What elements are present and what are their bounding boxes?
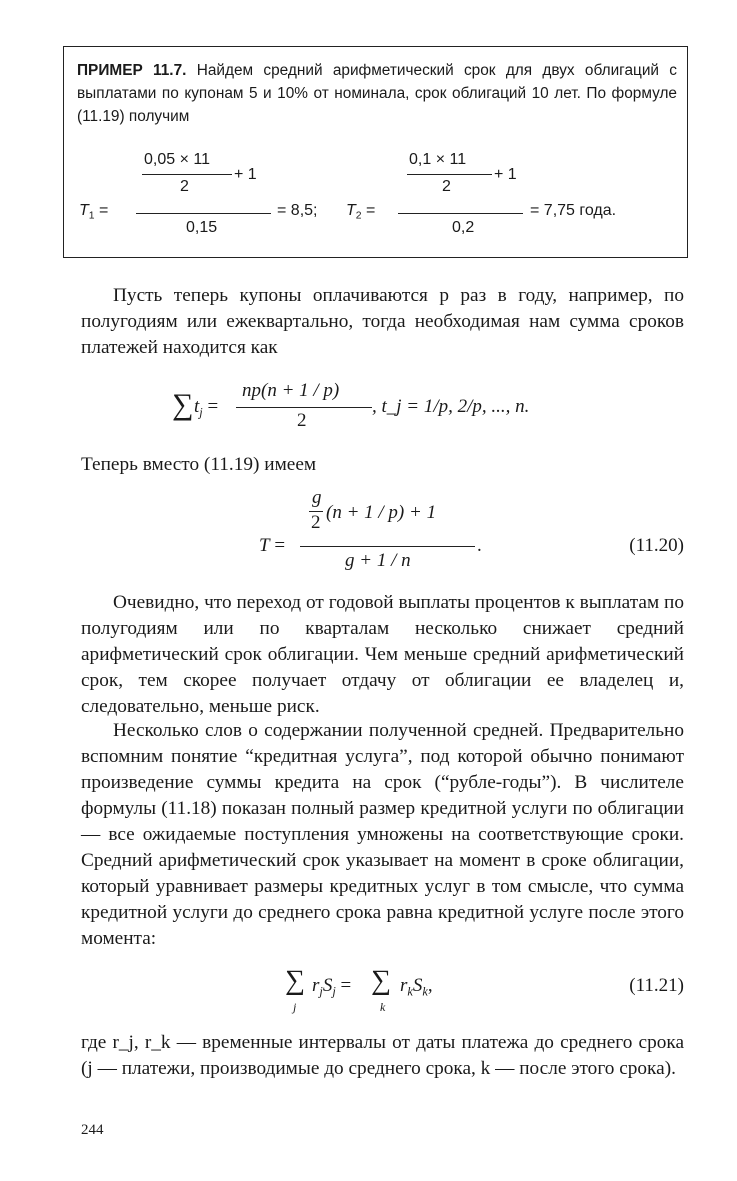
example-box: ПРИМЕР 11.7. Найдем средний арифметический срок для двух облигаций с выплатами по купонам 5 и 10% от номинала, срок облигаций 10 лет. По формуле (11.19) получим 0,05 × 11 + 1 2 $T_1$ = = 8,5; 0,15 0,1 × 11 + 1 2 $T_2$ = = 7,75 года. 0,2: [63, 46, 688, 258]
equation-number-11-21: (11.21): [629, 975, 684, 996]
sum-numerator: np(n + 1 / p): [242, 380, 340, 401]
f1120-frac-num: g: [312, 487, 322, 508]
t2-lhs: T: [346, 202, 356, 219]
t1-lhs: T: [79, 202, 89, 219]
paragraph-5: где r_j, r_k — временные интервалы от даты платежа до среднего срока (j — платежи, производимые до среднего срока, k — после этого срока).: [81, 1032, 684, 1079]
t1-inner-frac-line: [142, 174, 232, 175]
t2-sub: 2: [355, 210, 362, 222]
t2-main-frac-line: [398, 213, 523, 214]
t1-plus-one: + 1: [234, 166, 257, 183]
sum-frac-line: [236, 407, 372, 408]
equation-number-11-20: (11.20): [629, 535, 684, 556]
t2-frac-num: 0,1 × 11: [409, 151, 467, 168]
t2-result: = 7,75 года.: [530, 202, 617, 219]
example-label: ПРИМЕР 11.7.: [77, 62, 187, 79]
paragraph-4: Несколько слов о содержании полученной средней. Предварительно вспомним понятие “кредитная услуга”, под которой обычно понимают произведение суммы кредита на срок (“рубле-годы”). В числителе формулы (11.18) показан полный размер кредитной услуги по облигации — все ожидаемые поступления умножены на соответствующие сроки. Средний арифметический срок указывает на момент в сроке облигации, который уравнивает размеры кредитных услуг в том смысле, что сумма кредитной услуги до среднего срока равна кредитной услуге после этого момента:: [81, 720, 684, 949]
t1-den: 0,15: [186, 219, 218, 236]
paragraph-3: Очевидно, что переход от годовой выплаты процентов к выплатам по полугодиям или по кварталам несколько снижает средний арифметический срок облигации. Чем меньше средний арифметический срок, тем скорее получает отдачу от облигации ее владелец и, следовательно, меньше риск.: [81, 592, 684, 717]
t2-plus-one: + 1: [494, 166, 517, 183]
f1120-frac-den: 2: [311, 512, 321, 533]
f1120-main-frac-line: [300, 546, 475, 547]
example-text: [77, 59, 677, 128]
paragraph-1: Пусть теперь купоны оплачиваются p раз в году, например, по полугодиям или ежеквартально, тогда необходимая нам сумма сроков платежей находится как: [81, 285, 684, 358]
t1-frac-num: 0,05 × 11: [144, 151, 210, 168]
t1-main-frac-line: [136, 213, 271, 214]
f1120-denominator: g + 1 / n: [345, 550, 411, 571]
t2-frac-den: 2: [442, 178, 451, 195]
page-number: 244: [81, 1122, 104, 1138]
sum-denominator: 2: [297, 410, 307, 431]
sum-sign: ∑: [172, 388, 194, 421]
t1-sub: 1: [88, 210, 95, 222]
paragraph-2: Теперь вместо (11.19) имеем: [81, 454, 317, 475]
t2-den: 0,2: [452, 219, 475, 236]
sum-tail: , t_j = 1/p, 2/p, ..., n.: [372, 396, 530, 417]
t1-frac-den: 2: [180, 178, 189, 195]
example-body: Найдем средний арифметический срок для двух облигаций с выплатами по купонам 5 и 10% от номинала, срок облигаций 10 лет. По формуле (11.19) получим: [77, 62, 677, 125]
t2-inner-frac-line: [407, 174, 492, 175]
t1-result: = 8,5;: [277, 202, 318, 219]
f1120-num-rest: (n + 1 / p) + 1: [326, 502, 437, 523]
